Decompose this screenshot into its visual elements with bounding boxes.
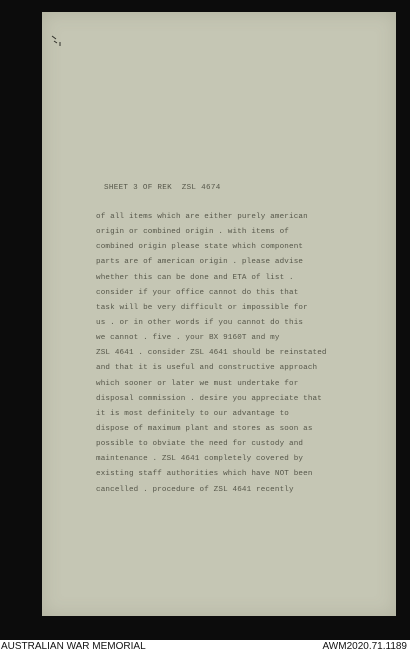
text-line: ZSL 4641 . consider ZSL 4641 should be reinstated [96,349,327,358]
document-page [42,12,396,616]
text-line: we cannot . five . your BX 9160T and my [96,334,280,343]
document-body [96,210,327,498]
text-line: task will be very difficult or impossible for [96,303,308,312]
text-line: maintenance . ZSL 4641 completely covered by [96,455,304,464]
text-line: parts are of american origin . please advise [96,258,304,267]
pencil-mark [50,32,66,48]
text-line: existing staff authorities which have NOT been [96,470,313,479]
text-line: consider if your office cannot do this that [96,288,299,297]
text-line: of all items which are either purely american [96,213,308,221]
text-line: disposal commission . desire you appreciate that [96,394,322,403]
text-line: dispose of maximum plant and stores as soon as [96,424,313,433]
text-line: whether this can be done and ETA of list . [96,273,294,282]
text-line: cancelled . procedure of ZSL 4641 recently [96,485,294,494]
sheet-heading: SHEET 3 OF REK ZSL 4674 [104,184,221,192]
reference-number: AWM2020.71.1189 [322,641,407,652]
text-line: it is most definitely to our advantage to [96,409,289,418]
text-line: and that it is useful and constructive approach [96,364,318,373]
institution-name: AUSTRALIAN WAR MEMORIAL [1,641,146,652]
text-line: us . or in other words if you cannot do this [96,318,304,327]
text-line: which sooner or later we must undertake for [96,379,299,388]
text-line: possible to obviate the need for custody and [96,440,304,449]
archive-footer [0,640,410,653]
text-line: origin or combined origin . with items of [96,228,289,237]
text-line: combined origin please state which component [96,243,304,252]
